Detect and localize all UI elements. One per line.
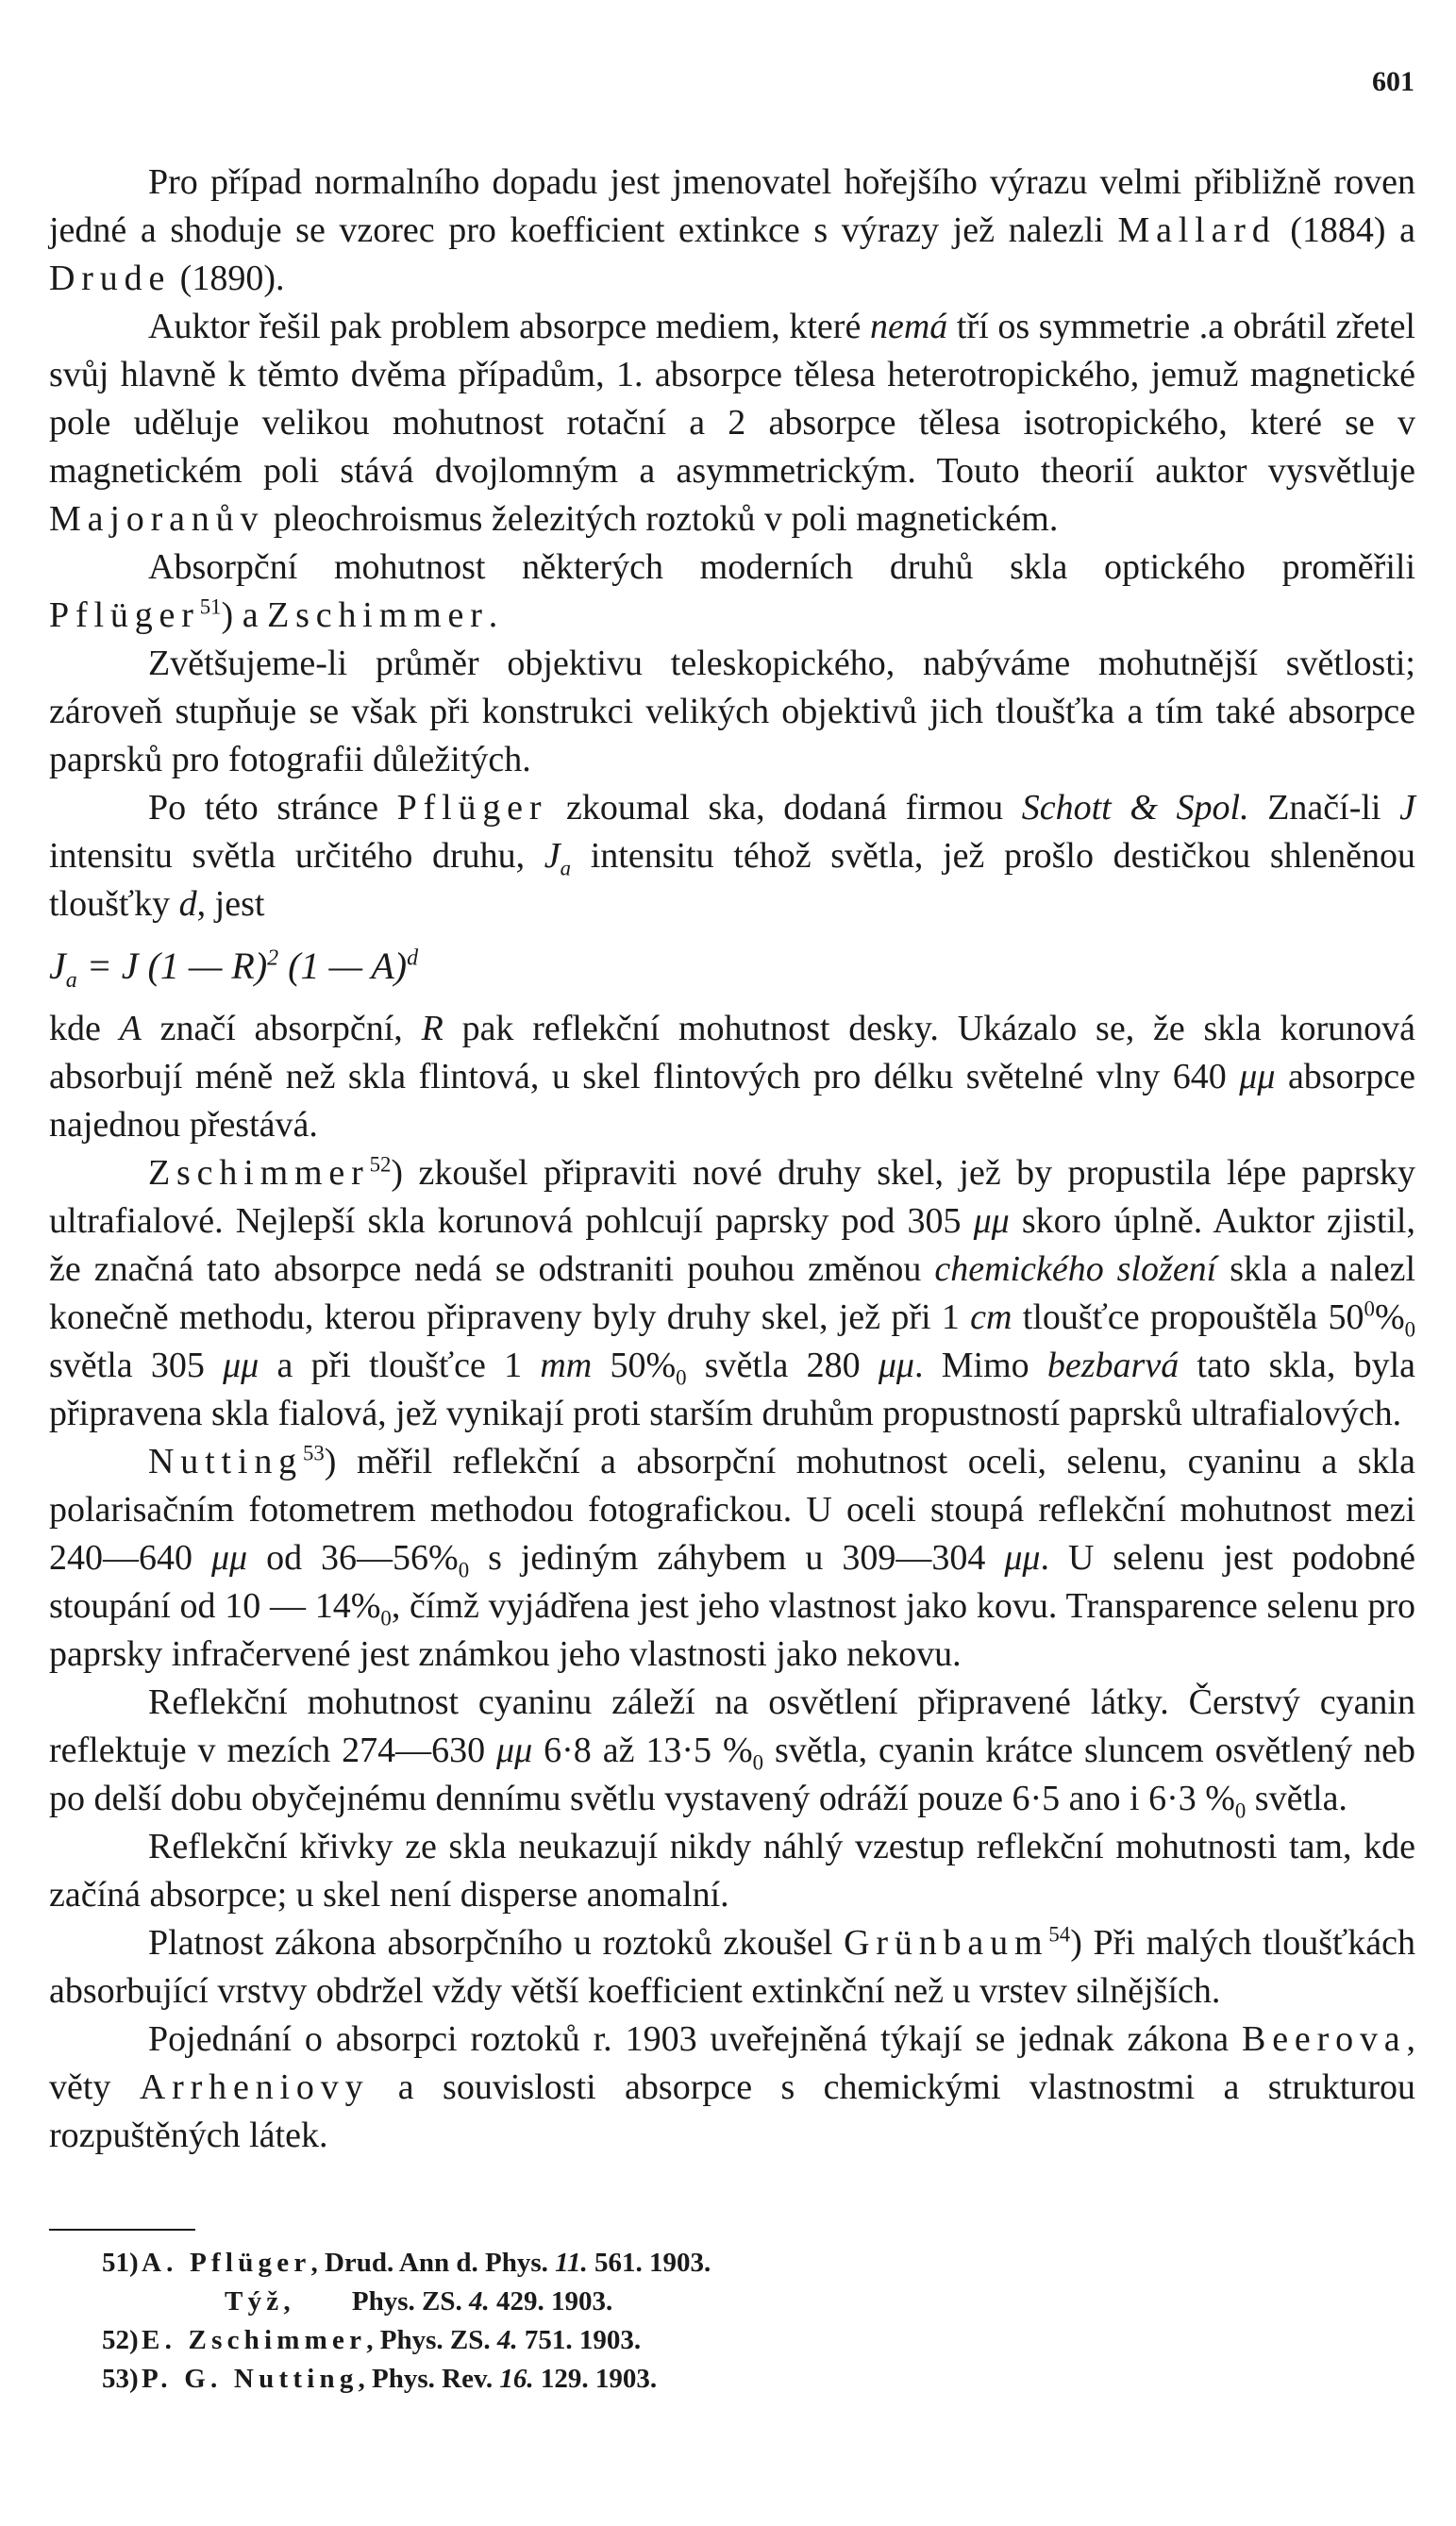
footnote-ref: 54 [1048,1922,1071,1947]
text-run: značí absorpční, [141,1009,422,1048]
footnote-mark: 52) [102,2325,139,2355]
text-run: ) Při malých tloušťkách absorbující vrstvy obdržel vždy větší koefficient extinkční než u vrstev silnějších. [49,1923,1416,2011]
text-run: intensitu téhož světla, jež prošlo destičkou shleněnou tloušťky [49,836,1415,924]
text-run: skoro úplně. Auktor zjistil, že značná tato absorpce nedá se odstraniti pouhou změnou [49,1201,1415,1289]
text-run: světla. [1246,1779,1347,1818]
footnote-52 [102,2321,1368,2360]
footnote-author: Týž, [225,2286,295,2317]
author-name: Arrheniovy [139,2067,370,2107]
unit: μμ [973,1201,1010,1241]
text-run: , jest [196,884,265,924]
paragraph-reflection-curves: Reflekční křivky ze skla neukazují nikdy náhlý vzestup reflekční mohutnosti tam, kde začíná absorpce; u skel není disperse anomalní. [49,1827,1415,1915]
paragraph-mallard-drude [49,159,1415,303]
variable: R [421,1009,443,1048]
percent-sub: 0 [1234,1798,1247,1823]
paragraph-formula-explanation [49,1005,1415,1149]
text-run: tato skla, byla připravena skla fialová, jež vynikají proti starším druhům propustností paprsků ultrafialových. [49,1346,1416,1433]
footnote-text: 561. 1903. [587,2248,711,2278]
text-run: skla a nalezl konečně methodu, kterou připraveny byly druhy skel, jež při 1 [49,1249,1416,1337]
author-name: Zschimmer [267,595,489,635]
text-run: (1890). [171,259,285,298]
percent-sign: % [1205,1779,1235,1818]
unit: μμ [1239,1057,1276,1096]
footnote-author: A. Pflüger [142,2248,311,2278]
variable: A [119,1009,142,1048]
formula-part: J [49,945,66,987]
text-run: (1884) a [1276,210,1415,250]
percent-sub: 0 [752,1750,764,1775]
formula-part: = J (1 — R) [76,945,268,987]
author-name: Pflüger [49,595,200,635]
text-run: světla 305 [49,1346,224,1385]
text-run: Pojednání o absorpci roztoků r. 1903 uveřejněná týkají se jednak zákona [148,2019,1243,2059]
text-run: . U selenu jest podobné stoupání od 10 — 14 [49,1538,1416,1626]
author-name: Zschimmer [148,1153,370,1193]
paragraph-solutions-1903 [49,2016,1415,2160]
author-name: Nutting [148,1442,303,1481]
footnote-author: P. G. Nutting [142,2364,359,2394]
footnote-text: 429. 1903. [489,2286,613,2317]
percent-sign: % [645,1346,677,1385]
percent-sub: 0 [458,1558,470,1582]
footnote-mark: 51) [102,2248,139,2278]
unit: μμ [496,1731,533,1770]
text-run: . [488,595,498,635]
text-run: pleochroismus železitých roztoků v poli magnetickém. [264,499,1059,539]
text-run: Po této stránce [148,788,397,828]
paragraph-absorption-medium [49,303,1415,544]
paragraph-optical-glass [49,544,1415,640]
text-run: 50 [592,1346,646,1385]
footnote-volume: 4. [496,2325,518,2355]
unit: μμ [878,1346,915,1385]
footnotes [102,2244,1368,2399]
footnote-text: Phys. ZS. [351,2286,469,2317]
text-run: světla 280 [686,1346,879,1385]
unit: cm [970,1297,1013,1337]
text-run: Absorpční mohutnost některých moderních druhů skla optického proměřili [148,547,1415,587]
text-run: 6·8 až 13·5 [532,1731,723,1770]
page-number: 601 [1372,66,1414,97]
footnote-text: , Phys. ZS. [366,2325,497,2355]
text-run: a souvislosti absorpce s chemickými vlastnostmi a strukturou rozpuštěných látek. [49,2067,1415,2155]
author-name: Grünbaum [844,1923,1049,1963]
percent-sub: 0 [1404,1317,1415,1342]
text-run: tří os symmetrie .a obrátil zřetel svůj hlavně k těmto dvěma případům, 1. absorpce tělesa heterotropického, jemuž magnetické pole uděluje velikou mohutnost rotační a 2 absorpce tělesa isotropického, které se v magnetickém poli stává dvojlomným a asymmetrickým. Touto theorií auktor vysvětluje [49,307,1415,491]
paragraph-grunbaum [49,1919,1415,2016]
percent-sign: % [350,1586,381,1626]
author-name: Drude [49,259,172,298]
percent-sub: 0 [380,1606,392,1631]
text-run: zkoumal ska, dodaná firmou [547,788,1022,828]
footnote-author: E. Zschimmer [142,2325,367,2355]
text-run: absorpce najednou přestává. [49,1057,1415,1145]
author-name: Beerova [1242,2019,1407,2059]
footnote-divider [49,2229,195,2231]
footnote-53 [102,2360,1368,2399]
variable: d [178,884,197,924]
footnote-volume: 11. [555,2248,588,2278]
percent-sub: 0 [676,1365,687,1390]
footnote-volume: 4. [468,2286,490,2317]
footnote-text: 751. 1903. [517,2325,642,2355]
footnote-51 [102,2244,1368,2283]
footnote-51-cont [142,2283,1368,2321]
footnote-mark: 53) [102,2364,139,2394]
text-run: Značí-li [1248,788,1400,828]
paragraph-pfluger-test [49,784,1415,928]
text-run: ) a [221,595,268,635]
text-run: světla, cyanin krátce sluncem osvětlený neb po delší dobu obyčejnému dennímu světlu vystavený odráží pouze 6·5 ano i 6·3 [49,1731,1416,1818]
paragraph-cyanin [49,1679,1415,1823]
footnote-text: 129. 1903. [533,2364,658,2394]
subscript: a [65,968,77,993]
footnote-ref: 51 [199,594,222,619]
formula [49,942,1415,993]
text-run: ) měřil reflekční a absorpční mohutnost oceli, selenu, cyaninu a skla polarisačním fotometrem methodou fotografickou. U oceli stoupá reflekční mohutnost mezi 240—640 [49,1442,1415,1578]
text-run: , věty [49,2019,1415,2107]
text-run: . Mimo [914,1346,1047,1385]
percent-sup: 0 [1364,1296,1375,1321]
text-run: kde [49,1009,120,1048]
unit: μμ [223,1346,259,1385]
text-run: s jediným záhybem u 309—304 [469,1538,1005,1578]
text-run: a při tloušťce 1 [259,1346,541,1385]
firm-name: Schott & Spol. [1021,788,1249,828]
emphasis: chemického složení [934,1249,1217,1289]
subscript: a [560,856,572,880]
percent-sign: % [428,1538,459,1578]
unit: μμ [1004,1538,1041,1578]
author-name: Mallard [1117,210,1277,250]
exponent: d [407,945,419,971]
footnote-text: , Phys. Rev. [358,2364,500,2394]
unit: mm [540,1346,593,1385]
formula-part: (1 — A) [278,945,408,987]
variable: J [1399,788,1415,828]
body-text [49,159,1415,2160]
paragraph-nutting [49,1438,1415,1679]
text-run: , čímž vyjádřena jest jeho vlastnost jako kovu. Transparence selenu pro paprsky infračervené jest známkou jeho vlastnosti jako nekovu. [49,1586,1415,1674]
text-run: Auktor řešil pak problem absorpce mediem, které [148,307,870,346]
paragraph-objective: Zvětšujeme-li průměr objektivu teleskopického, nabýváme mohutnější světlosti; zároveň stupňuje se však při konstrukci velikých objektivů jich tloušťka a tím také absorpce paprsků pro fotografii důležitých. [49,644,1415,779]
footnote-text: , Drud. Ann d. Phys. [310,2248,556,2278]
text-run: od 36—56 [247,1538,429,1578]
text-run: Reflekční mohutnost cyaninu záleží na osvětlení připravené látky. Čerstvý cyanin reflektuje v mezích 274—630 [49,1682,1415,1770]
percent-sign: % [1374,1297,1405,1337]
paragraph-zschimmer [49,1149,1415,1438]
emphasis: bezbarvá [1046,1346,1180,1385]
percent-sign: % [722,1731,753,1770]
author-name: Majoranův [49,499,265,539]
exponent: 2 [267,945,279,971]
text-run: Pro případ normalního dopadu jest jmenovatel hořejšího výrazu velmi přibližně roven jedné a shoduje se vzorec pro koefficient extinkce s výrazy jež nalezli [49,162,1415,250]
author-name: Pflüger [396,788,548,828]
unit: μμ [210,1538,248,1578]
variable: J [544,836,561,876]
footnote-ref: 52 [369,1152,392,1177]
text-run: tloušťce propouštěla 50 [1012,1297,1364,1337]
text-run: Platnost zákona absorpčního u roztoků zkoušel [148,1923,845,1963]
footnote-ref: 53 [303,1441,325,1465]
footnote-volume: 16. [499,2364,534,2394]
text-run: pak reflekční mohutnost desky. Ukázalo se, že skla korunová absorbují méně než skla flintová, u skel flintových pro délku světelné vlny 640 [49,1009,1415,1096]
emphasis: nemá [869,307,948,346]
text-run: ) zkoušel připraviti nové druhy skel, jež by propustila lépe paprsky ultrafialové. Nejlepší skla korunová pohlcují paprsky pod 305 [49,1153,1415,1241]
text-run: intensitu světla určitého druhu, [49,836,544,876]
